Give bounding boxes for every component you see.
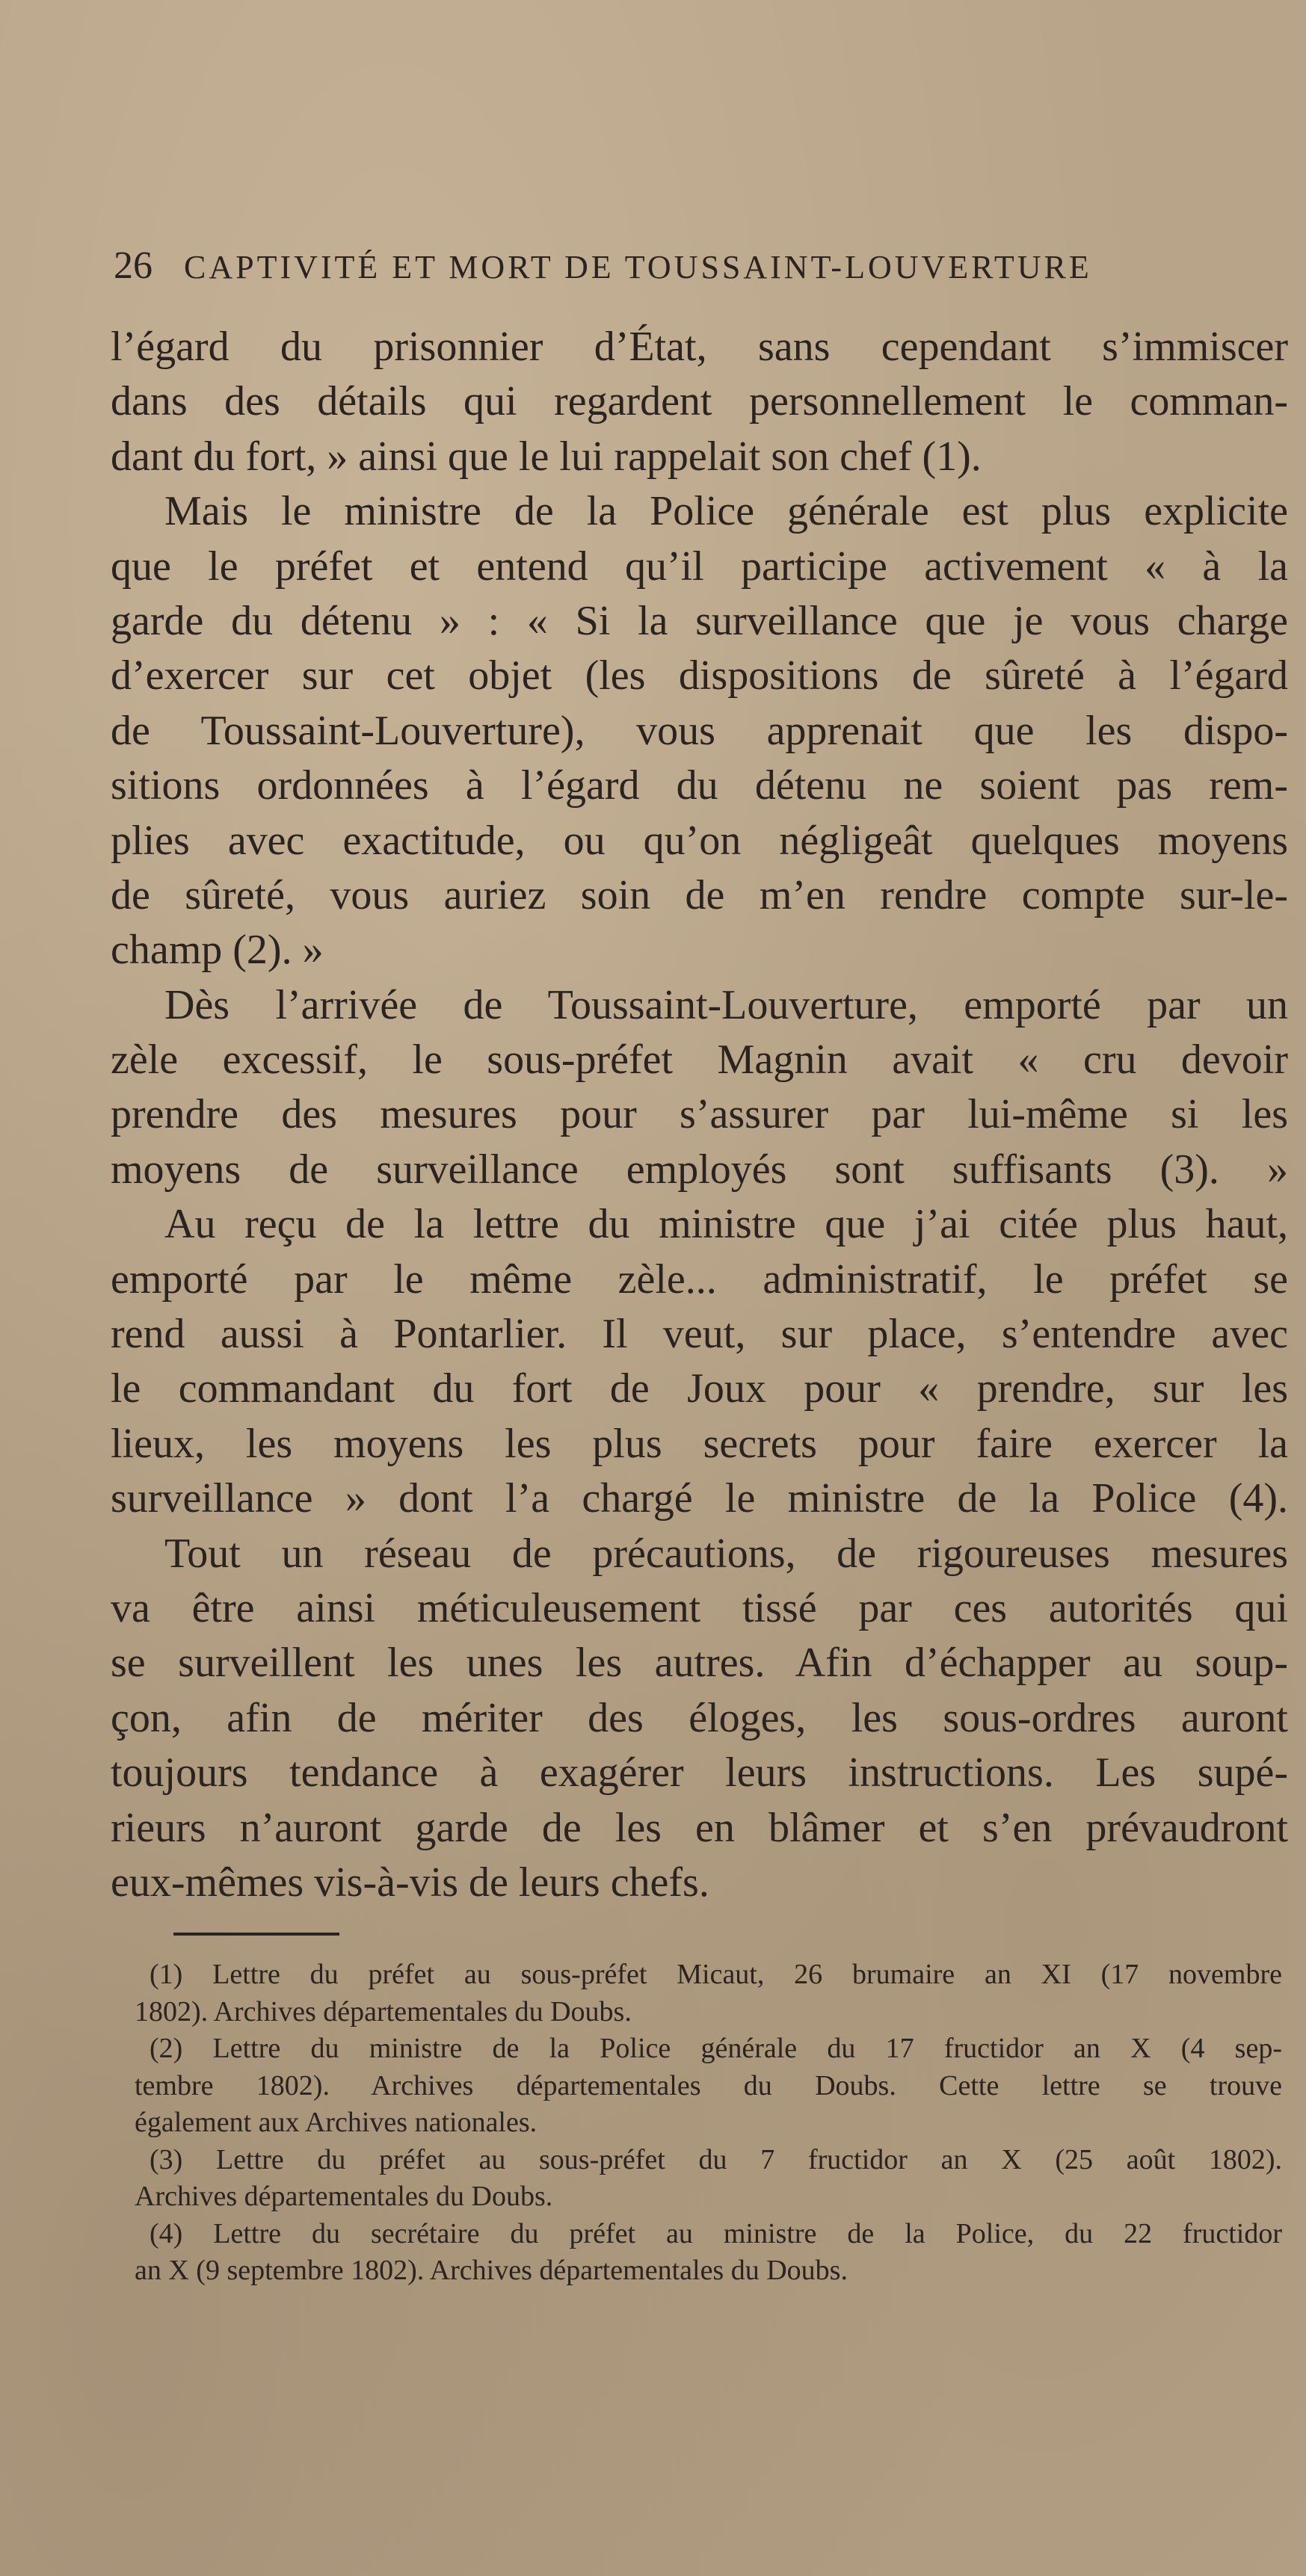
body-line: çon, afin de mériter des éloges, les sous-ordres auront <box>111 1694 1288 1741</box>
body-line: l’égard du prisonnier d’État, sans cependant s’immiscer <box>111 324 1288 370</box>
body-line: d’exercer sur cet objet (les dispositions de sûreté à l’égard <box>111 652 1288 699</box>
body-line: surveillance » dont l’a chargé le ministre de la Police (4). <box>111 1475 1288 1522</box>
body-line: dant du fort, » ainsi que le lui rappelait son chef (1). <box>111 433 982 480</box>
body-line: de Toussaint-Louverture), vous apprenait que les dispo- <box>111 707 1288 754</box>
body-line: va être ainsi méticuleusement tissé par ces autorités qui <box>111 1584 1288 1631</box>
body-text <box>111 320 1288 1910</box>
body-line: toujours tendance à exagérer leurs instructions. Les supé- <box>111 1749 1288 1797</box>
body-line: Au reçu de la lettre du ministre que j’ai citée plus haut, <box>164 1201 1288 1248</box>
body-line: moyens de surveillance employés sont suffisants (3). » <box>111 1146 1288 1193</box>
running-title: CAPTIVITÉ ET MORT DE TOUSSAINT-LOUVERTURE <box>184 249 1092 285</box>
body-line: emporté par le même zèle... administratif, le préfet se <box>111 1255 1288 1303</box>
body-line: le commandant du fort de Joux pour « prendre, sur les <box>111 1365 1288 1412</box>
footnote-line: (3) Lettre du préfet au sous-préfet du 7 fructidor an X (25 août 1802). <box>150 2143 1282 2175</box>
footnote-line: Archives départementales du Doubs. <box>135 2181 553 2212</box>
page-number: 26 <box>114 244 153 287</box>
page-header <box>114 244 1190 288</box>
body-line: rieurs n’auront garde de les en blâmer et s’en prévaudront <box>111 1804 1288 1851</box>
body-line: prendre des mesures pour s’assurer par lui-même si les <box>111 1091 1288 1138</box>
body-line: Tout un réseau de précautions, de rigoureuses mesures <box>164 1530 1288 1577</box>
footnote-line: an X (9 septembre 1802). Archives départementales du Doubs. <box>135 2255 848 2286</box>
footnote-line: (1) Lettre du préfet au sous-préfet Micaut, 26 brumaire an XI (17 novembre <box>150 1959 1282 1990</box>
body-line: se surveillent les unes les autres. Afin d’échapper au soup- <box>111 1640 1288 1687</box>
body-line: que le préfet et entend qu’il participe activement « à la <box>111 543 1288 590</box>
body-line: champ (2). » <box>111 927 324 974</box>
body-line: eux-mêmes vis-à-vis de leurs chefs. <box>111 1859 709 1906</box>
footnote-line: (4) Lettre du secrétaire du préfet au ministre de la Police, du 22 fructidor <box>150 2217 1282 2249</box>
footnote-line: tembre 1802). Archives départementales du Doubs. Cette lettre se trouve <box>135 2069 1282 2101</box>
footnote-line: également aux Archives nationales. <box>135 2107 538 2138</box>
body-line: plies avec exactitude, ou qu’on négligeât quelques moyens <box>111 817 1288 864</box>
footnote-line: (2) Lettre du ministre de la Police générale du 17 fructidor an X (4 sep- <box>150 2033 1282 2064</box>
footnote-rule <box>173 1933 339 1936</box>
body-line: lieux, les moyens les plus secrets pour faire exercer la <box>111 1420 1288 1467</box>
body-line: rend aussi à Pontarlier. Il veut, sur place, s’entendre avec <box>111 1311 1288 1358</box>
body-line: de sûreté, vous auriez soin de m’en rendre compte sur-le- <box>111 871 1288 918</box>
body-line: sitions ordonnées à l’égard du détenu ne soient pas rem- <box>111 762 1288 809</box>
body-line: Dès l’arrivée de Toussaint-Louverture, emporté par un <box>164 981 1288 1028</box>
body-line: Mais le ministre de la Police générale est plus explicite <box>164 488 1288 535</box>
footnote-line: 1802). Archives départementales du Doubs. <box>135 1995 632 2027</box>
body-line: zèle excessif, le sous-préfet Magnin avait « cru devoir <box>111 1037 1288 1084</box>
footnotes <box>135 1956 1282 2290</box>
body-line: garde du détenu » : « Si la surveillance que je vous charge <box>111 597 1288 644</box>
body-line: dans des détails qui regardent personnellement le comman- <box>111 378 1288 425</box>
